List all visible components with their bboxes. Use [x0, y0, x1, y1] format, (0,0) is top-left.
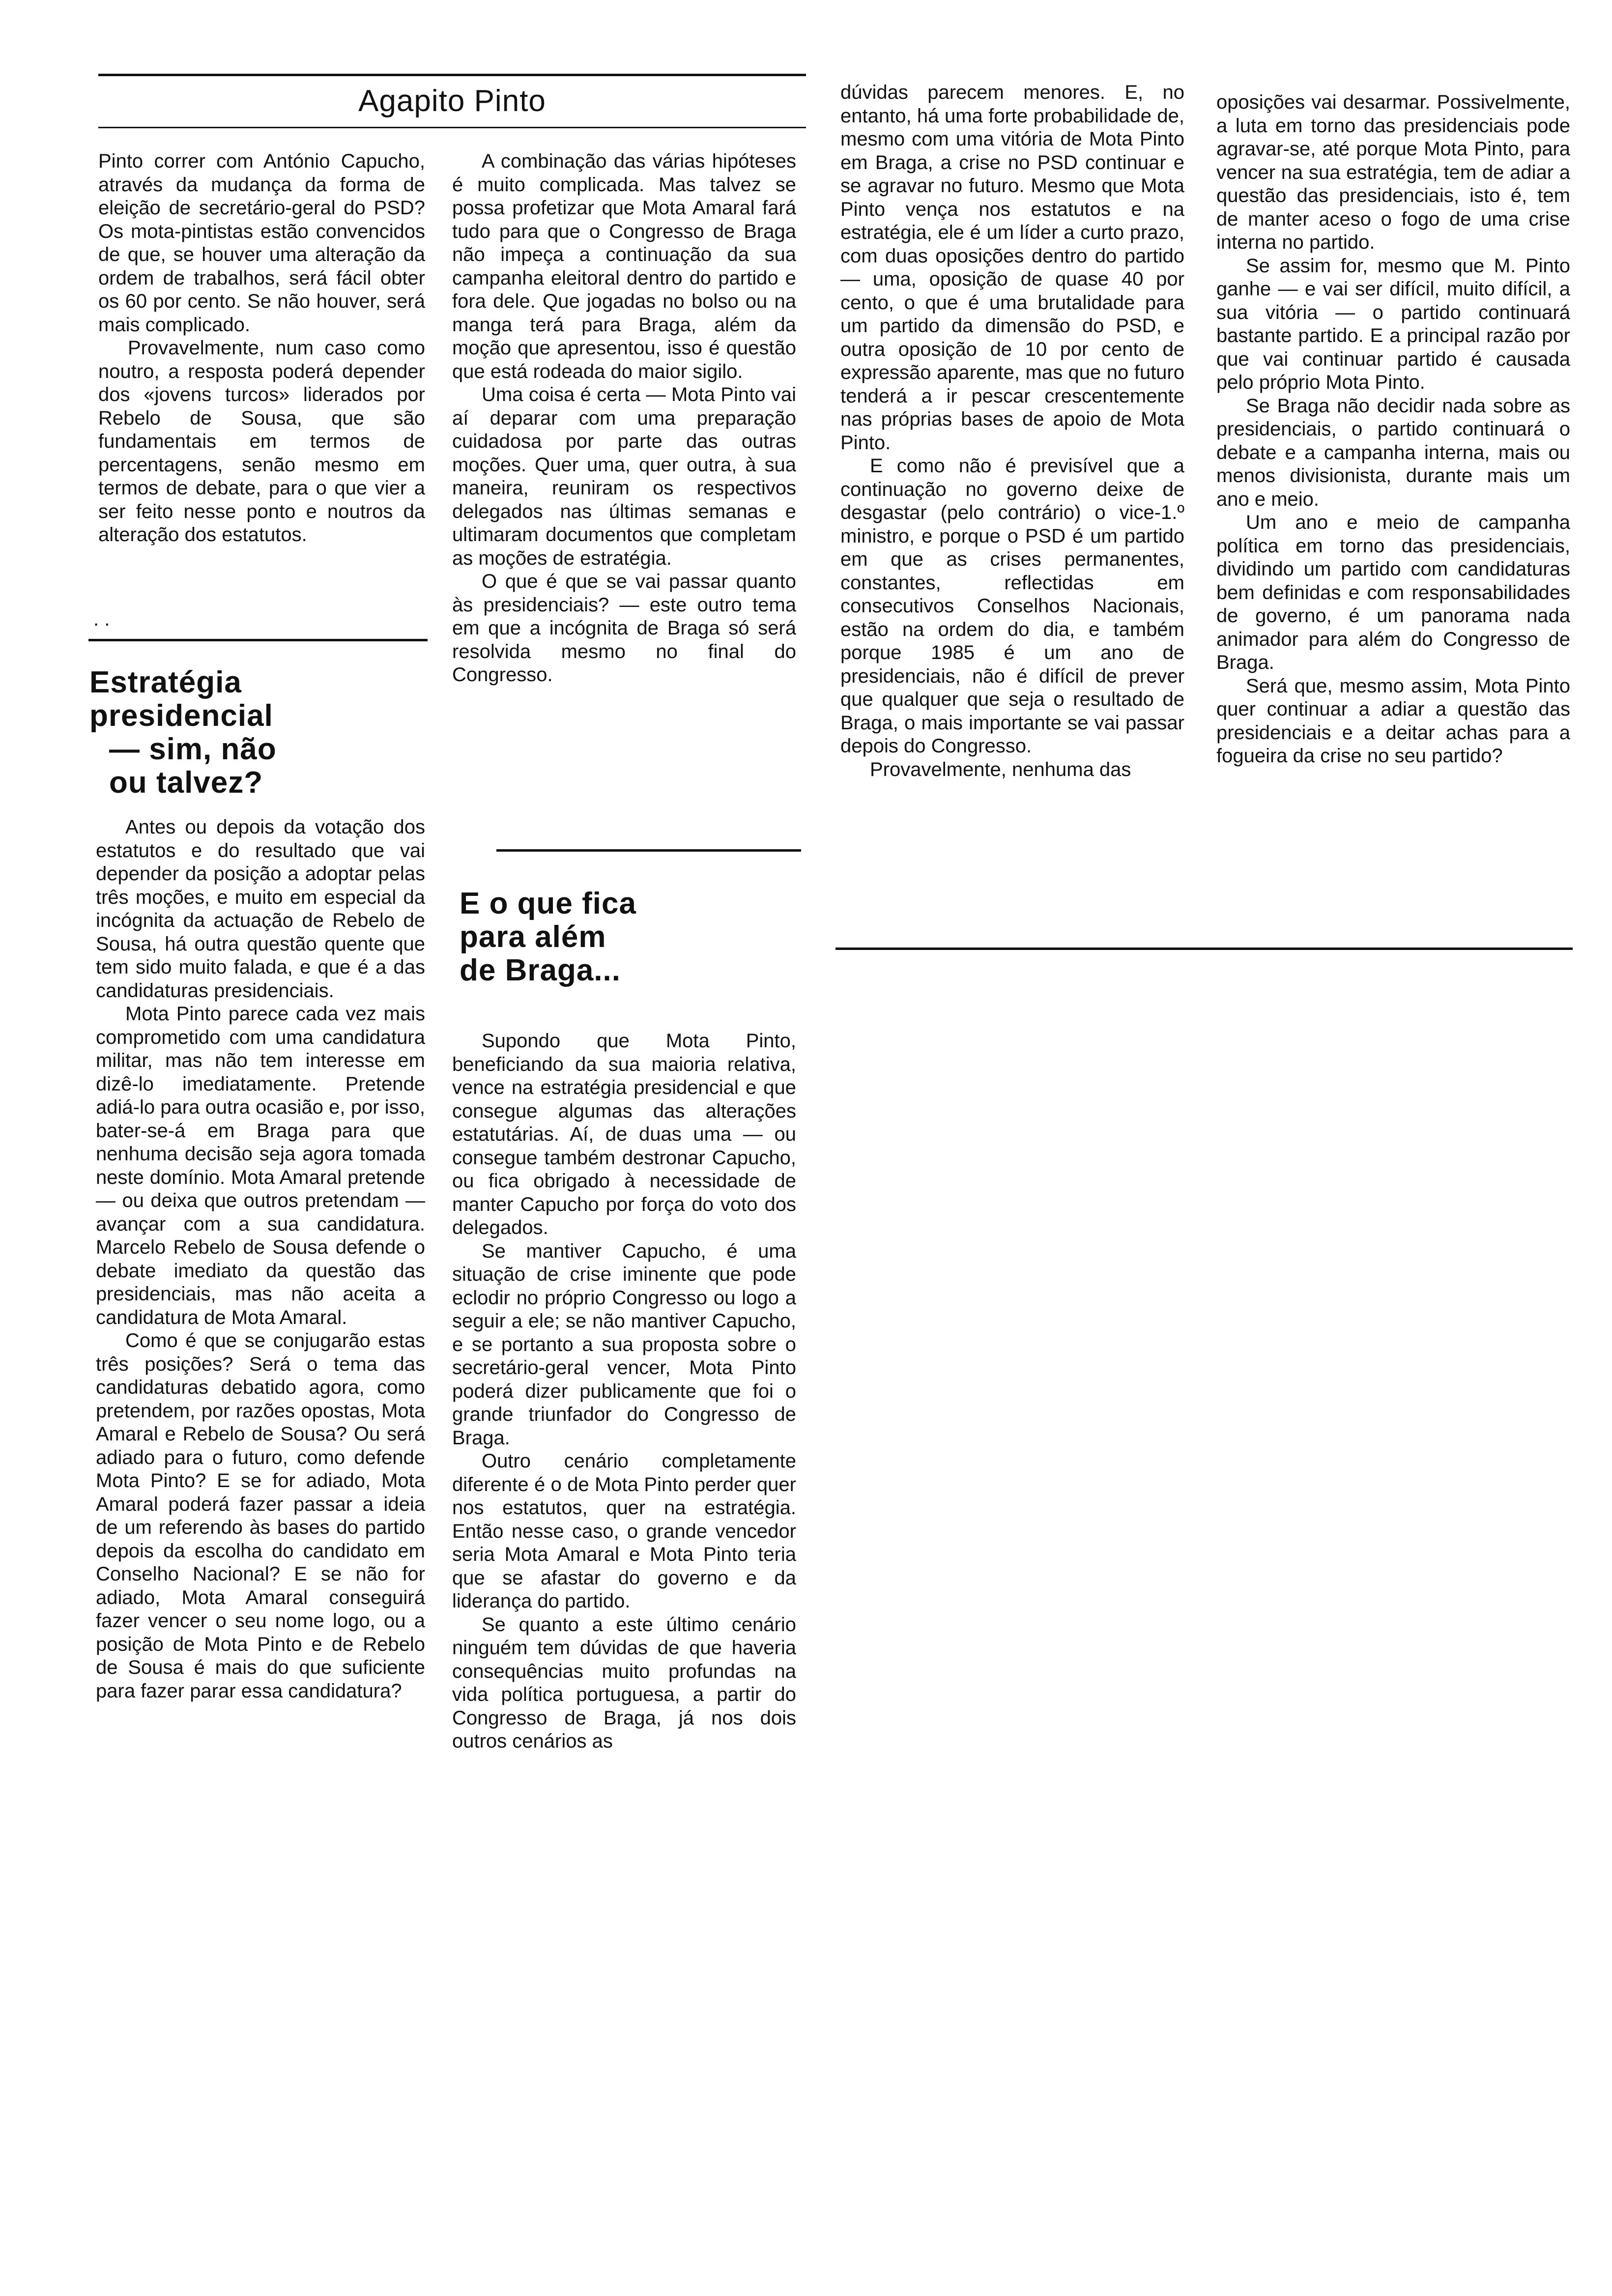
paragraph: Se assim for, mesmo que M. Pinto ganhe — e vai ser difícil, muito difícil, a sua vitória — o partido continuará bastante partido. E a principal razão por que vai continuar partido é causada pelo próprio Mota Pinto.	[1216, 255, 1570, 393]
byline-rule	[98, 127, 806, 128]
paragraph: Provavelmente, num caso como noutro, a resposta poderá depender dos «jovens turcos» liderados por Rebelo de Sousa, que são fundamentais em termos de percentagens, senão mesmo em termos de debate, para o que vier a ser feito nesse ponto e noutros da alteração dos estatutos.	[98, 337, 425, 545]
heading-line: de Braga...	[460, 953, 621, 987]
paragraph: Uma coisa é certa — Mota Pinto vai aí deparar com uma preparação cuidadosa por parte das outras moções. Quer uma, quer outra, à sua maneira, reuniram os respectivos delegados nas últimas semanas e ultimaram documentos que completam as moções de estratégia.	[452, 384, 796, 569]
column-1-top	[98, 150, 425, 612]
heading-line: presidencial	[89, 699, 273, 733]
heading-line: para além	[460, 920, 606, 954]
paragraph: Mota Pinto parece cada vez mais comprometido com uma candidatura militar, mas não tem interesse em dizê-lo imediatamente. Pretende adiá-lo para outra ocasião e, por isso, bater-se-á em Braga para que nenhuma decisão seja agora tomada neste domínio. Mota Amaral pretende — ou deixa que outros pretendam — avançar com a sua candidatura. Marcelo Rebelo de Sousa defende o debate imediato da questão das presidenciais, mas não aceita a candidatura de Mota Amaral.	[96, 1003, 425, 1328]
section-rule	[88, 639, 428, 641]
paragraph: Um ano e meio de campanha política em torno das presidenciais, dividindo um partido com candidaturas bem definidas e com responsabilidades de governo, é um panorama nada animador para além do Congresso de Braga.	[1216, 512, 1570, 673]
paragraph: Pinto correr com António Capucho, através da mudança da forma de eleição de secretário-geral do PSD? Os mota-pintistas estão convencidos de que, se houver uma alteração da ordem de trabalhos, será fácil obter os 60 por cento. Se não houver, será mais complicado.	[98, 150, 425, 336]
heading-line: ou talvez?	[109, 766, 263, 800]
column-4	[1216, 91, 1570, 921]
paragraph: Se Braga não decidir nada sobre as presidenciais, o partido continuará o debate e a campanha interna, mais ou menos divisionista, durante mais um ano e meio.	[1216, 395, 1570, 510]
paragraph: Outro cenário completamente diferente é o de Mota Pinto perder quer nos estatutos, quer na estratégia. Então nesse caso, o grande vencedor seria Mota Amaral e Mota Pinto teria que se afastar do governo e da liderança do partido.	[452, 1450, 796, 1612]
paragraph: Antes ou depois da votação dos estatutos e do resultado que vai depender da posição a adoptar pelas três moções, e muito em especial da incógnita da actuação de Rebelo de Sousa, há outra questão quente que tem sido muito falada, e que é a das candidaturas presidenciais.	[96, 816, 425, 1002]
paragraph: Provavelmente, nenhuma das	[870, 758, 1131, 780]
end-rule	[835, 947, 1573, 950]
section-heading-estrategia	[89, 666, 365, 800]
paragraph: dúvidas parecem menores. E, no entanto, há uma forte probabilidade de, mesmo com uma vitória de Mota Pinto em Braga, a crise no PSD continuar e se agravar no futuro. Mesmo que Mota Pinto vença nos estatutos e na estratégia, ele é um líder a curto prazo, com duas oposições dentro do partido — uma, oposição de quase 40 por cento, o que é uma brutalidade para um partido da dimensão do PSD, e outra oposição de 10 por cento de expressão aparente, mas que no futuro tenderá a ir pescar crescentemente nas próprias bases de apoio de Mota Pinto.	[840, 82, 1184, 454]
column-1-bottom	[96, 816, 425, 1863]
heading-line: E o que fica	[460, 887, 636, 920]
section-heading-braga	[460, 887, 735, 987]
column-2-top	[452, 150, 796, 818]
column-2-bottom	[452, 1030, 796, 1880]
paragraph: E como não é previsível que a continuação no governo deixe de desgastar (pelo contrário) o vice-1.º ministro, e porque o PSD é um partido em que as crises permanentes, constantes, reflectidas em consecutivos Conselhos Nacionais, estão na ordem do dia, e também porque 1985 é um ano de presidenciais, não é difícil de prever que qualquer que seja o resultado de Braga, o mais importante se vai passar depois do Congresso.	[840, 455, 1184, 757]
paragraph: A combinação das várias hipóteses é muito complicada. Mas talvez se possa profetizar que Mota Amaral fará tudo para que o Congresso de Braga não impeça a continuação da sua campanha eleitoral dentro do partido e fora dele. Que jogadas no bolso ou na manga terá para Braga, além da moção que apresentou, isso é questão que está rodeada do maior sigilo.	[452, 150, 796, 382]
paragraph: Se mantiver Capucho, é uma situação de crise iminente que pode eclodir no próprio Congresso ou logo a seguir a ele; se não mantiver Capucho, e se portanto a sua proposta sobre o secretário-geral vencer, Mota Pinto poderá dizer publicamente que foi o grande triunfador do Congresso de Braga.	[452, 1240, 796, 1449]
byline: Agapito Pinto	[358, 84, 546, 118]
paragraph: Como é que se conjugarão estas três posições? Será o tema das candidaturas debatido agora, como pretendem, por razões opostas, Mota Amaral e Rebelo de Sousa? Ou será adiado para o futuro, como defende Mota Pinto? E se for adiado, Mota Amaral poderá fazer passar a ideia de um referendo às bases do partido depois da escolha do candidato em Conselho Nacional? E se não for adiado, Mota Amaral conseguirá fazer vencer o seu nome logo, ou a posição de Mota Pinto e de Rebelo de Sousa é mais do que suficiente para fazer parar essa candidatura?	[96, 1330, 425, 1702]
heading-line: Estratégia	[89, 665, 242, 699]
separator-dots: . .	[93, 608, 110, 630]
paragraph: oposições vai desarmar. Possivelmente, a luta em torno das presidenciais pode agravar-se, até porque Mota Pinto, para vencer na sua estratégia, tem de adiar a questão das presidenciais, isto é, tem de manter aceso o fogo de uma crise interna no partido.	[1216, 91, 1570, 253]
top-rule	[98, 74, 806, 76]
column-3	[840, 81, 1184, 921]
paragraph: Supondo que Mota Pinto, beneficiando da sua maioria relativa, vence na estratégia presidencial e que consegue algumas das alterações estatutárias. Aí, de duas uma — ou consegue também destronar Capucho, ou fica obrigado à necessidade de manter Capucho por força do voto dos delegados.	[452, 1030, 796, 1238]
paragraph: Será que, mesmo assim, Mota Pinto quer continuar a adiar a questão das presidenciais e a deitar achas para a fogueira da crise no seu partido?	[1216, 675, 1570, 767]
heading-line: — sim, não	[109, 732, 277, 766]
section-rule	[496, 849, 801, 852]
paragraph: Se quanto a este último cenário ninguém tem dúvidas de que haveria consequências muito profundas na vida política portuguesa, a partir do Congresso de Braga, já nos dois outros cenários as	[452, 1613, 796, 1752]
paragraph: O que é que se vai passar quanto às presidenciais? — este outro tema em que a incógnita de Braga só será resolvida mesmo no final do Congresso.	[452, 571, 796, 686]
